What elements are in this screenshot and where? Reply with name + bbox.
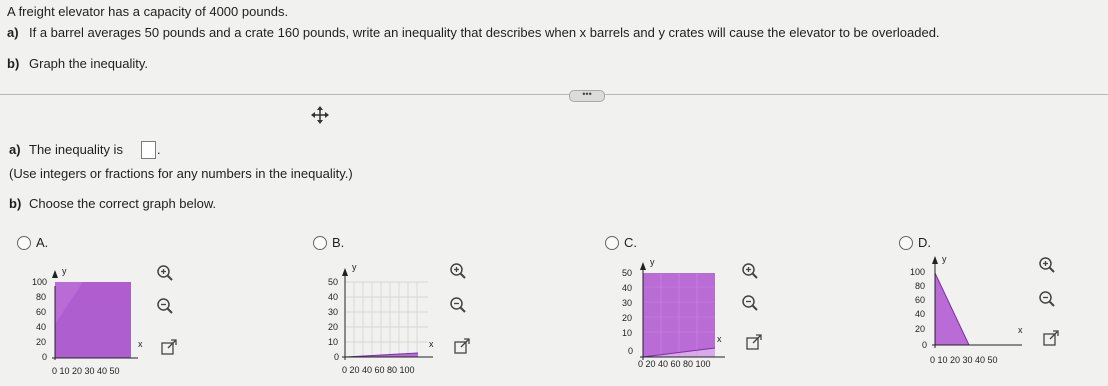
move-icon[interactable] — [311, 106, 329, 124]
popout-icon[interactable] — [1042, 329, 1060, 347]
option-b-radio[interactable] — [313, 236, 327, 250]
option-b-label[interactable]: B. — [332, 235, 345, 250]
graph-a[interactable] — [18, 256, 148, 386]
graph-b-ytick-4: 10 — [328, 337, 339, 347]
graph-b-y-label: y — [352, 262, 357, 272]
graph-a-ytick-3: 40 — [36, 322, 47, 332]
section-divider — [0, 94, 1108, 95]
zoom-in-icon[interactable] — [156, 264, 174, 282]
graph-b-ytick-2: 30 — [328, 307, 339, 317]
graph-d-ytick-5: 0 — [922, 340, 928, 350]
graph-c[interactable] — [610, 256, 740, 386]
part-b-text: Graph the inequality. — [29, 56, 148, 71]
graph-c-ytick-1: 40 — [622, 283, 633, 293]
graph-b-xticks: 0 20 40 60 80 100 — [342, 365, 415, 375]
graph-c-ytick-5: 0 — [628, 346, 634, 356]
popout-icon[interactable] — [453, 337, 471, 355]
graph-d-ytick-1: 80 — [915, 281, 926, 291]
answer-a-period: . — [157, 142, 161, 157]
graph-d-ytick-0: 100 — [910, 267, 926, 277]
option-c-label[interactable]: C. — [624, 235, 637, 250]
graph-b-ytick-1: 40 — [328, 292, 339, 302]
graph-c-ytick-0: 50 — [622, 268, 633, 278]
graph-a-ytick-2: 60 — [36, 307, 47, 317]
graph-c-ytick-3: 20 — [622, 313, 633, 323]
option-d-radio[interactable] — [899, 236, 913, 250]
graph-a-ytick-1: 80 — [36, 292, 47, 302]
graph-c-y-label: y — [650, 257, 655, 267]
graph-a-ytick-4: 20 — [36, 337, 47, 347]
zoom-in-icon[interactable] — [741, 262, 759, 280]
graph-a-xticks: 0 10 20 30 40 50 — [52, 366, 120, 376]
graph-d[interactable] — [904, 252, 1034, 382]
popout-icon[interactable] — [160, 338, 178, 356]
zoom-out-icon[interactable] — [156, 297, 174, 315]
zoom-out-icon[interactable] — [741, 294, 759, 312]
part-b-tag: b) — [7, 56, 20, 71]
zoom-in-icon[interactable] — [1038, 256, 1056, 274]
answer-b-tag: b) — [9, 196, 22, 211]
inequality-input[interactable] — [141, 141, 156, 159]
answer-hint: (Use integers or fractions for any numbers in the inequality.) — [9, 166, 353, 181]
graph-c-xticks: 0 20 40 60 80 100 — [638, 359, 711, 369]
answer-a-text: The inequality is — [29, 142, 123, 157]
graph-b[interactable] — [318, 256, 448, 386]
option-c-radio[interactable] — [605, 236, 619, 250]
graph-a-x-label: x — [138, 339, 143, 349]
zoom-out-icon[interactable] — [1038, 290, 1056, 308]
answer-b-text: Choose the correct graph below. — [29, 196, 217, 211]
graph-c-x-label: x — [717, 334, 722, 344]
graph-c-ytick-4: 10 — [622, 328, 633, 338]
zoom-in-icon[interactable] — [449, 262, 467, 280]
graph-a-ytick-5: 0 — [42, 352, 48, 362]
graph-c-ytick-2: 30 — [622, 298, 633, 308]
option-a-radio[interactable] — [17, 236, 31, 250]
graph-b-ytick-3: 20 — [328, 322, 339, 332]
popout-icon[interactable] — [745, 333, 763, 351]
graph-d-ytick-4: 20 — [915, 324, 926, 334]
graph-a-ytick-0: 100 — [32, 277, 48, 287]
graph-a-y-label: y — [62, 266, 67, 276]
problem-line1: A freight elevator has a capacity of 4000 pounds. — [7, 4, 289, 19]
part-a-tag: a) — [7, 25, 19, 40]
option-d-label[interactable]: D. — [918, 235, 931, 250]
graph-d-ytick-3: 40 — [915, 309, 926, 319]
zoom-out-icon[interactable] — [449, 296, 467, 314]
option-a-label[interactable]: A. — [36, 235, 49, 250]
graph-d-xticks: 0 10 20 30 40 50 — [930, 355, 998, 365]
more-button[interactable]: ••• — [569, 90, 605, 102]
graph-d-y-label: y — [942, 254, 947, 264]
graph-d-ytick-2: 60 — [915, 295, 926, 305]
part-a-text: If a barrel averages 50 pounds and a crate 160 pounds, write an inequality that describes when x barrels and y crates will cause the elevator to be overloaded. — [29, 25, 940, 40]
graph-b-ytick-0: 50 — [328, 277, 339, 287]
graph-d-x-label: x — [1018, 325, 1023, 335]
graph-b-ytick-5: 0 — [334, 352, 340, 362]
graph-b-x-label: x — [429, 339, 434, 349]
answer-a-tag: a) — [9, 142, 21, 157]
